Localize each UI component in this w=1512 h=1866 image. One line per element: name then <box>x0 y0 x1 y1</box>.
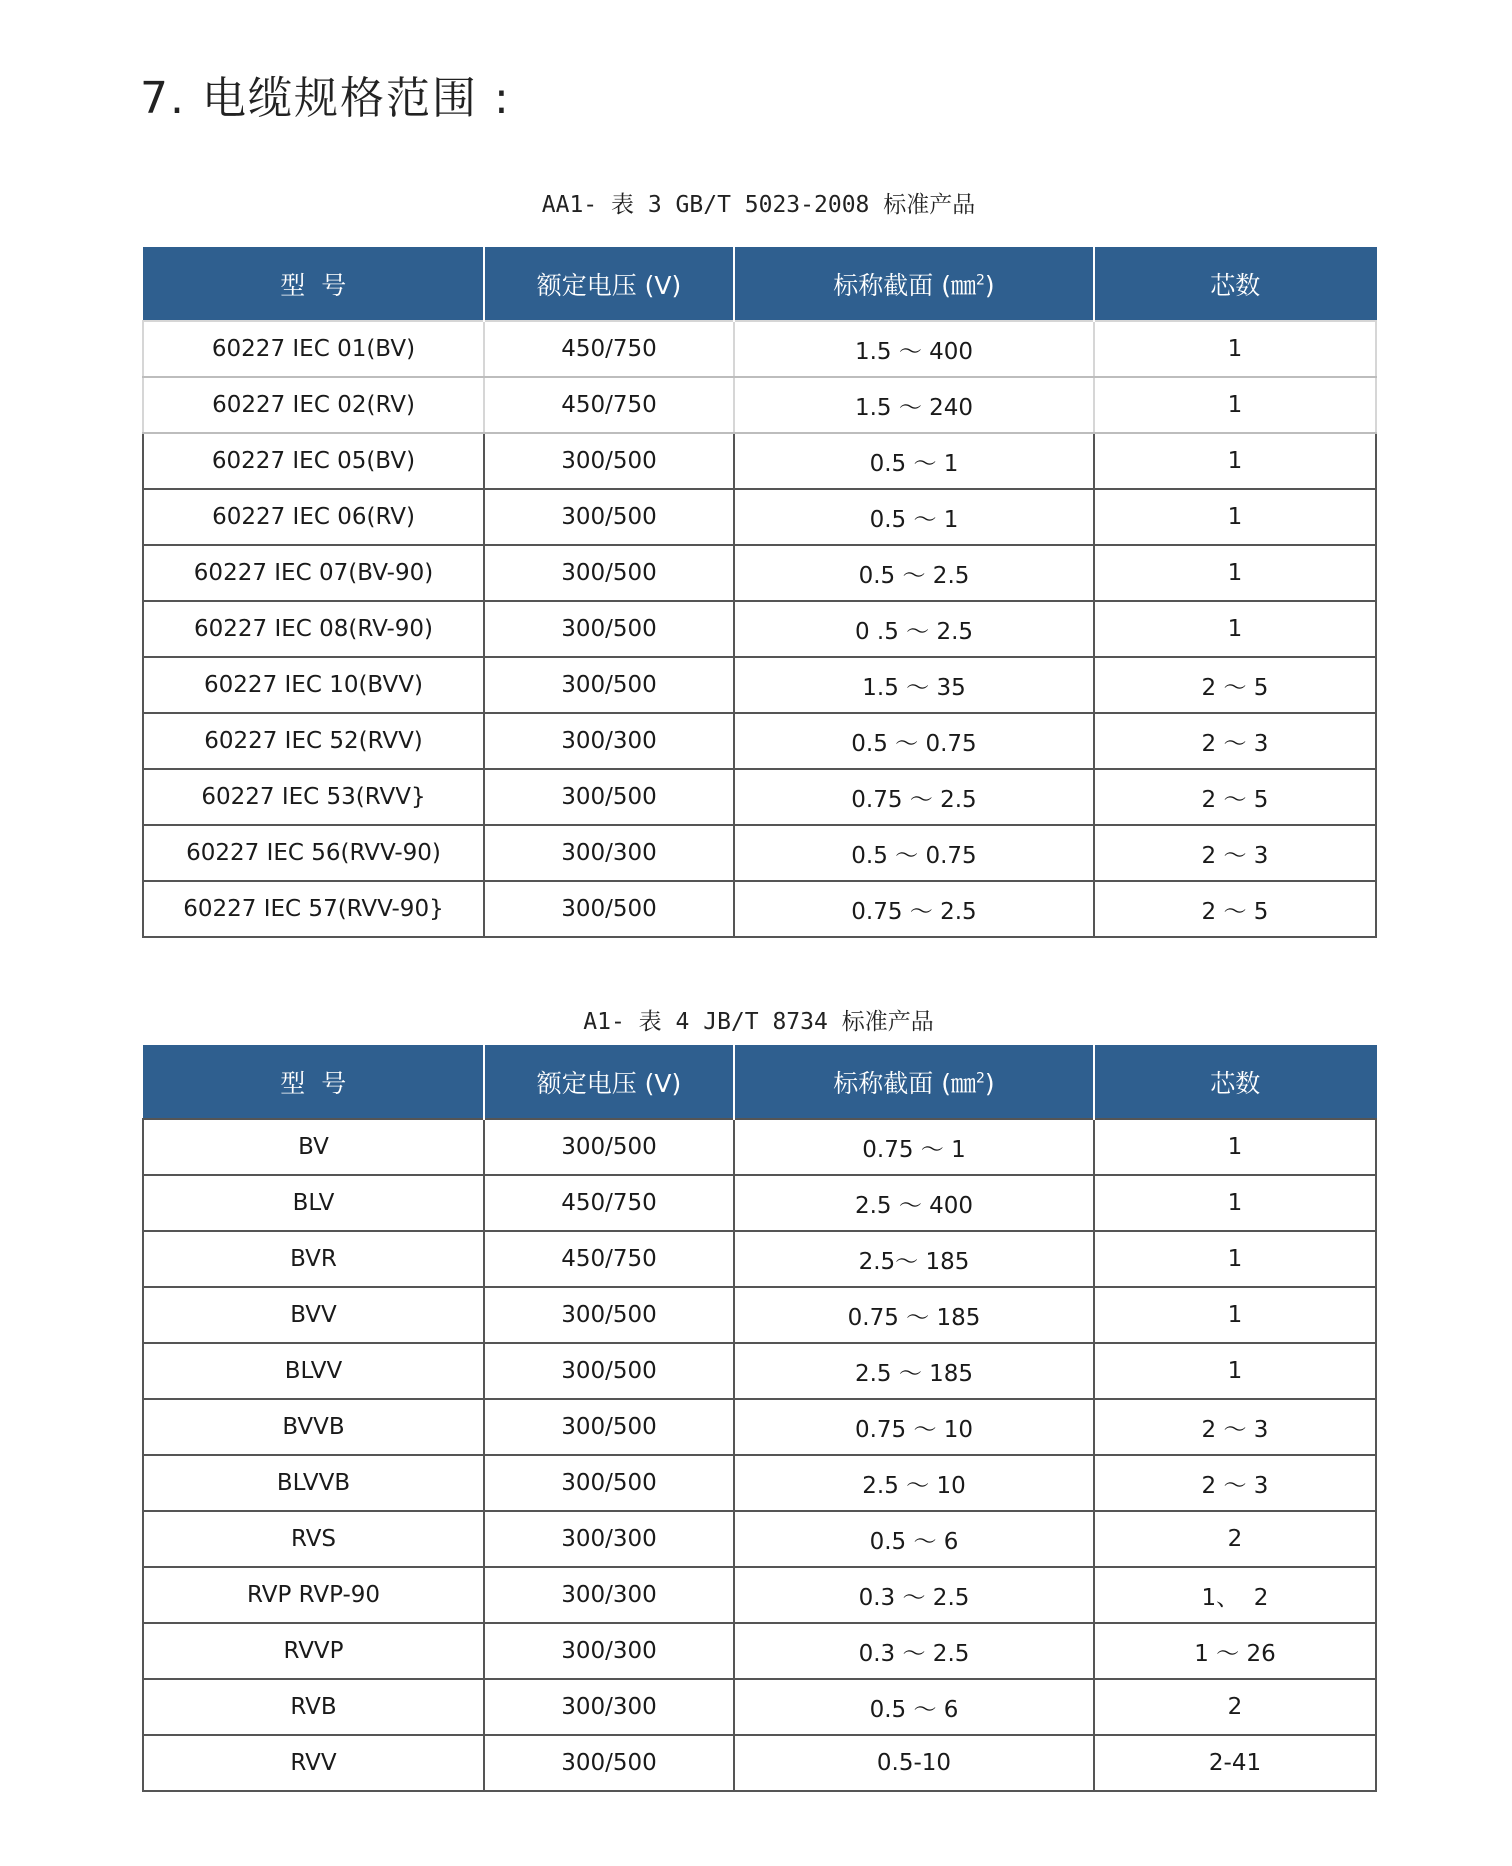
cell-area: 1.5 ～ 35 <box>734 657 1094 713</box>
cell-model: BLVV <box>143 1343 484 1399</box>
cell-area: 2.5～ 185 <box>734 1231 1094 1287</box>
header-voltage: 额定电压 (V) <box>484 248 734 322</box>
cell-area: 2.5 ～ 10 <box>734 1455 1094 1511</box>
table-row <box>143 433 1376 489</box>
section-title: 7. 电缆规格范围 : <box>140 73 511 124</box>
cell-voltage: 300/500 <box>484 881 734 937</box>
header-cores: 芯数 <box>1094 248 1376 322</box>
header-model: 型 号 <box>143 248 484 322</box>
cell-voltage: 300/500 <box>484 1287 734 1343</box>
cell-area: 0.3 ～ 2.5 <box>734 1567 1094 1623</box>
cell-voltage: 300/500 <box>484 1735 734 1791</box>
cell-cores: 2 ～ 5 <box>1094 769 1376 825</box>
cell-area: 0.75 ～ 10 <box>734 1399 1094 1455</box>
header-cores: 芯数 <box>1094 1046 1376 1120</box>
cell-voltage: 300/300 <box>484 1623 734 1679</box>
cell-voltage: 450/750 <box>484 321 734 377</box>
cell-area: 0.5 ～ 1 <box>734 489 1094 545</box>
cell-cores: 2 ～ 5 <box>1094 657 1376 713</box>
table-row <box>143 881 1376 937</box>
cell-voltage: 300/500 <box>484 769 734 825</box>
header-area-close: ) <box>984 271 995 300</box>
cell-voltage: 450/750 <box>484 1175 734 1231</box>
cell-voltage: 300/500 <box>484 1119 734 1175</box>
cell-cores: 2 ～ 5 <box>1094 881 1376 937</box>
cell-model: 60227 IEC 02(RV) <box>143 377 484 433</box>
table-row <box>143 1231 1376 1287</box>
cell-voltage: 300/500 <box>484 433 734 489</box>
cell-voltage: 300/500 <box>484 545 734 601</box>
table-row <box>143 1567 1376 1623</box>
cell-model: 60227 IEC 08(RV-90) <box>143 601 484 657</box>
cell-area: 0.5 ～ 1 <box>734 433 1094 489</box>
cell-model: RVS <box>143 1511 484 1567</box>
table-row <box>143 1679 1376 1735</box>
cell-voltage: 300/300 <box>484 825 734 881</box>
cell-area: 0.5 ～ 0.75 <box>734 825 1094 881</box>
table-row <box>143 713 1376 769</box>
table-caption: AA1- 表 3 GB/T 5023-2008 标准产品 <box>541 192 976 218</box>
table-row <box>143 1511 1376 1567</box>
cell-cores: 1 <box>1094 377 1376 433</box>
header-model: 型 号 <box>143 1046 484 1120</box>
table-row <box>143 1287 1376 1343</box>
table-row <box>143 545 1376 601</box>
table-row <box>143 1735 1376 1791</box>
cell-voltage: 300/500 <box>484 489 734 545</box>
table-header-row <box>143 248 1376 322</box>
cell-area: 0.5-10 <box>734 1735 1094 1791</box>
header-area-label: 标称截面 (㎜ <box>833 1069 976 1098</box>
header-area <box>734 248 1094 322</box>
cell-cores: 1、 2 <box>1094 1567 1376 1623</box>
cell-voltage: 300/300 <box>484 1567 734 1623</box>
table-row <box>143 1119 1376 1175</box>
cell-model: 60227 IEC 07(BV-90) <box>143 545 484 601</box>
spec-table-jbt8734 <box>142 1045 1377 1792</box>
cell-voltage: 300/500 <box>484 657 734 713</box>
table-caption: A1- 表 4 JB/T 8734 标准产品 <box>583 1009 934 1035</box>
cell-model: 60227 IEC 57(RVV-90} <box>143 881 484 937</box>
cell-cores: 2 <box>1094 1679 1376 1735</box>
cell-cores: 2-41 <box>1094 1735 1376 1791</box>
cell-area: 2.5 ～ 185 <box>734 1343 1094 1399</box>
table-row <box>143 489 1376 545</box>
cell-model: RVV <box>143 1735 484 1791</box>
cell-area: 0.3 ～ 2.5 <box>734 1623 1094 1679</box>
cell-cores: 1 <box>1094 601 1376 657</box>
cell-voltage: 300/300 <box>484 713 734 769</box>
cell-area: 0 .5 ～ 2.5 <box>734 601 1094 657</box>
cell-area: 0.75 ～ 2.5 <box>734 769 1094 825</box>
header-area-close: ) <box>984 1069 995 1098</box>
cell-cores: 2 <box>1094 1511 1376 1567</box>
cell-area: 0.75 ～ 2.5 <box>734 881 1094 937</box>
table-row <box>143 769 1376 825</box>
cell-model: 60227 IEC 05(BV) <box>143 433 484 489</box>
cell-model: 60227 IEC 06(RV) <box>143 489 484 545</box>
cell-model: BLV <box>143 1175 484 1231</box>
table-row <box>143 321 1376 377</box>
cell-cores: 2 ～ 3 <box>1094 825 1376 881</box>
cell-area: 0.5 ～ 6 <box>734 1511 1094 1567</box>
cell-voltage: 300/300 <box>484 1511 734 1567</box>
cell-cores: 1 <box>1094 1287 1376 1343</box>
header-area-sup: 2 <box>976 1070 985 1087</box>
cell-voltage: 300/500 <box>484 601 734 657</box>
cell-cores: 1 <box>1094 321 1376 377</box>
cell-area: 0.5 ～ 2.5 <box>734 545 1094 601</box>
header-voltage: 额定电压 (V) <box>484 1046 734 1120</box>
cell-model: RVVP <box>143 1623 484 1679</box>
cell-area: 0.5 ～ 0.75 <box>734 713 1094 769</box>
cell-cores: 1 ～ 26 <box>1094 1623 1376 1679</box>
table-row <box>143 825 1376 881</box>
cell-voltage: 300/500 <box>484 1455 734 1511</box>
table-row <box>143 1175 1376 1231</box>
table-row <box>143 601 1376 657</box>
table-row <box>143 377 1376 433</box>
cell-model: BVV <box>143 1287 484 1343</box>
cell-model: BVR <box>143 1231 484 1287</box>
cell-model: RVP RVP-90 <box>143 1567 484 1623</box>
table-row <box>143 657 1376 713</box>
cell-voltage: 300/300 <box>484 1679 734 1735</box>
spec-table-gbt5023 <box>142 247 1377 938</box>
cell-model: 60227 IEC 01(BV) <box>143 321 484 377</box>
table-row <box>143 1623 1376 1679</box>
cell-model: BV <box>143 1119 484 1175</box>
cell-cores: 1 <box>1094 1231 1376 1287</box>
cell-model: 60227 IEC 56(RVV-90) <box>143 825 484 881</box>
cell-area: 0.5 ～ 6 <box>734 1679 1094 1735</box>
cell-area: 2.5 ～ 400 <box>734 1175 1094 1231</box>
cell-voltage: 450/750 <box>484 1231 734 1287</box>
cell-voltage: 300/500 <box>484 1343 734 1399</box>
cell-cores: 2 ～ 3 <box>1094 713 1376 769</box>
cell-cores: 1 <box>1094 433 1376 489</box>
table-row <box>143 1399 1376 1455</box>
cell-model: 60227 IEC 10(BVV) <box>143 657 484 713</box>
cell-model: RVB <box>143 1679 484 1735</box>
cell-model: BLVVB <box>143 1455 484 1511</box>
cell-cores: 1 <box>1094 545 1376 601</box>
cell-model: 60227 IEC 52(RVV) <box>143 713 484 769</box>
cell-model: 60227 IEC 53(RVV} <box>143 769 484 825</box>
cell-cores: 1 <box>1094 1175 1376 1231</box>
cell-voltage: 300/500 <box>484 1399 734 1455</box>
cell-cores: 1 <box>1094 489 1376 545</box>
cell-area: 1.5 ～ 240 <box>734 377 1094 433</box>
cell-cores: 1 <box>1094 1119 1376 1175</box>
cell-model: BVVB <box>143 1399 484 1455</box>
cell-cores: 2 ～ 3 <box>1094 1399 1376 1455</box>
table-row <box>143 1455 1376 1511</box>
cell-voltage: 450/750 <box>484 377 734 433</box>
table-header-row <box>143 1046 1376 1120</box>
header-area-sup: 2 <box>976 272 985 289</box>
cell-cores: 1 <box>1094 1343 1376 1399</box>
cell-area: 0.75 ～ 1 <box>734 1119 1094 1175</box>
cell-cores: 2 ～ 3 <box>1094 1455 1376 1511</box>
cell-area: 0.75 ～ 185 <box>734 1287 1094 1343</box>
header-area <box>734 1046 1094 1120</box>
table-row <box>143 1343 1376 1399</box>
cell-area: 1.5 ～ 400 <box>734 321 1094 377</box>
header-area-label: 标称截面 (㎜ <box>833 271 976 300</box>
